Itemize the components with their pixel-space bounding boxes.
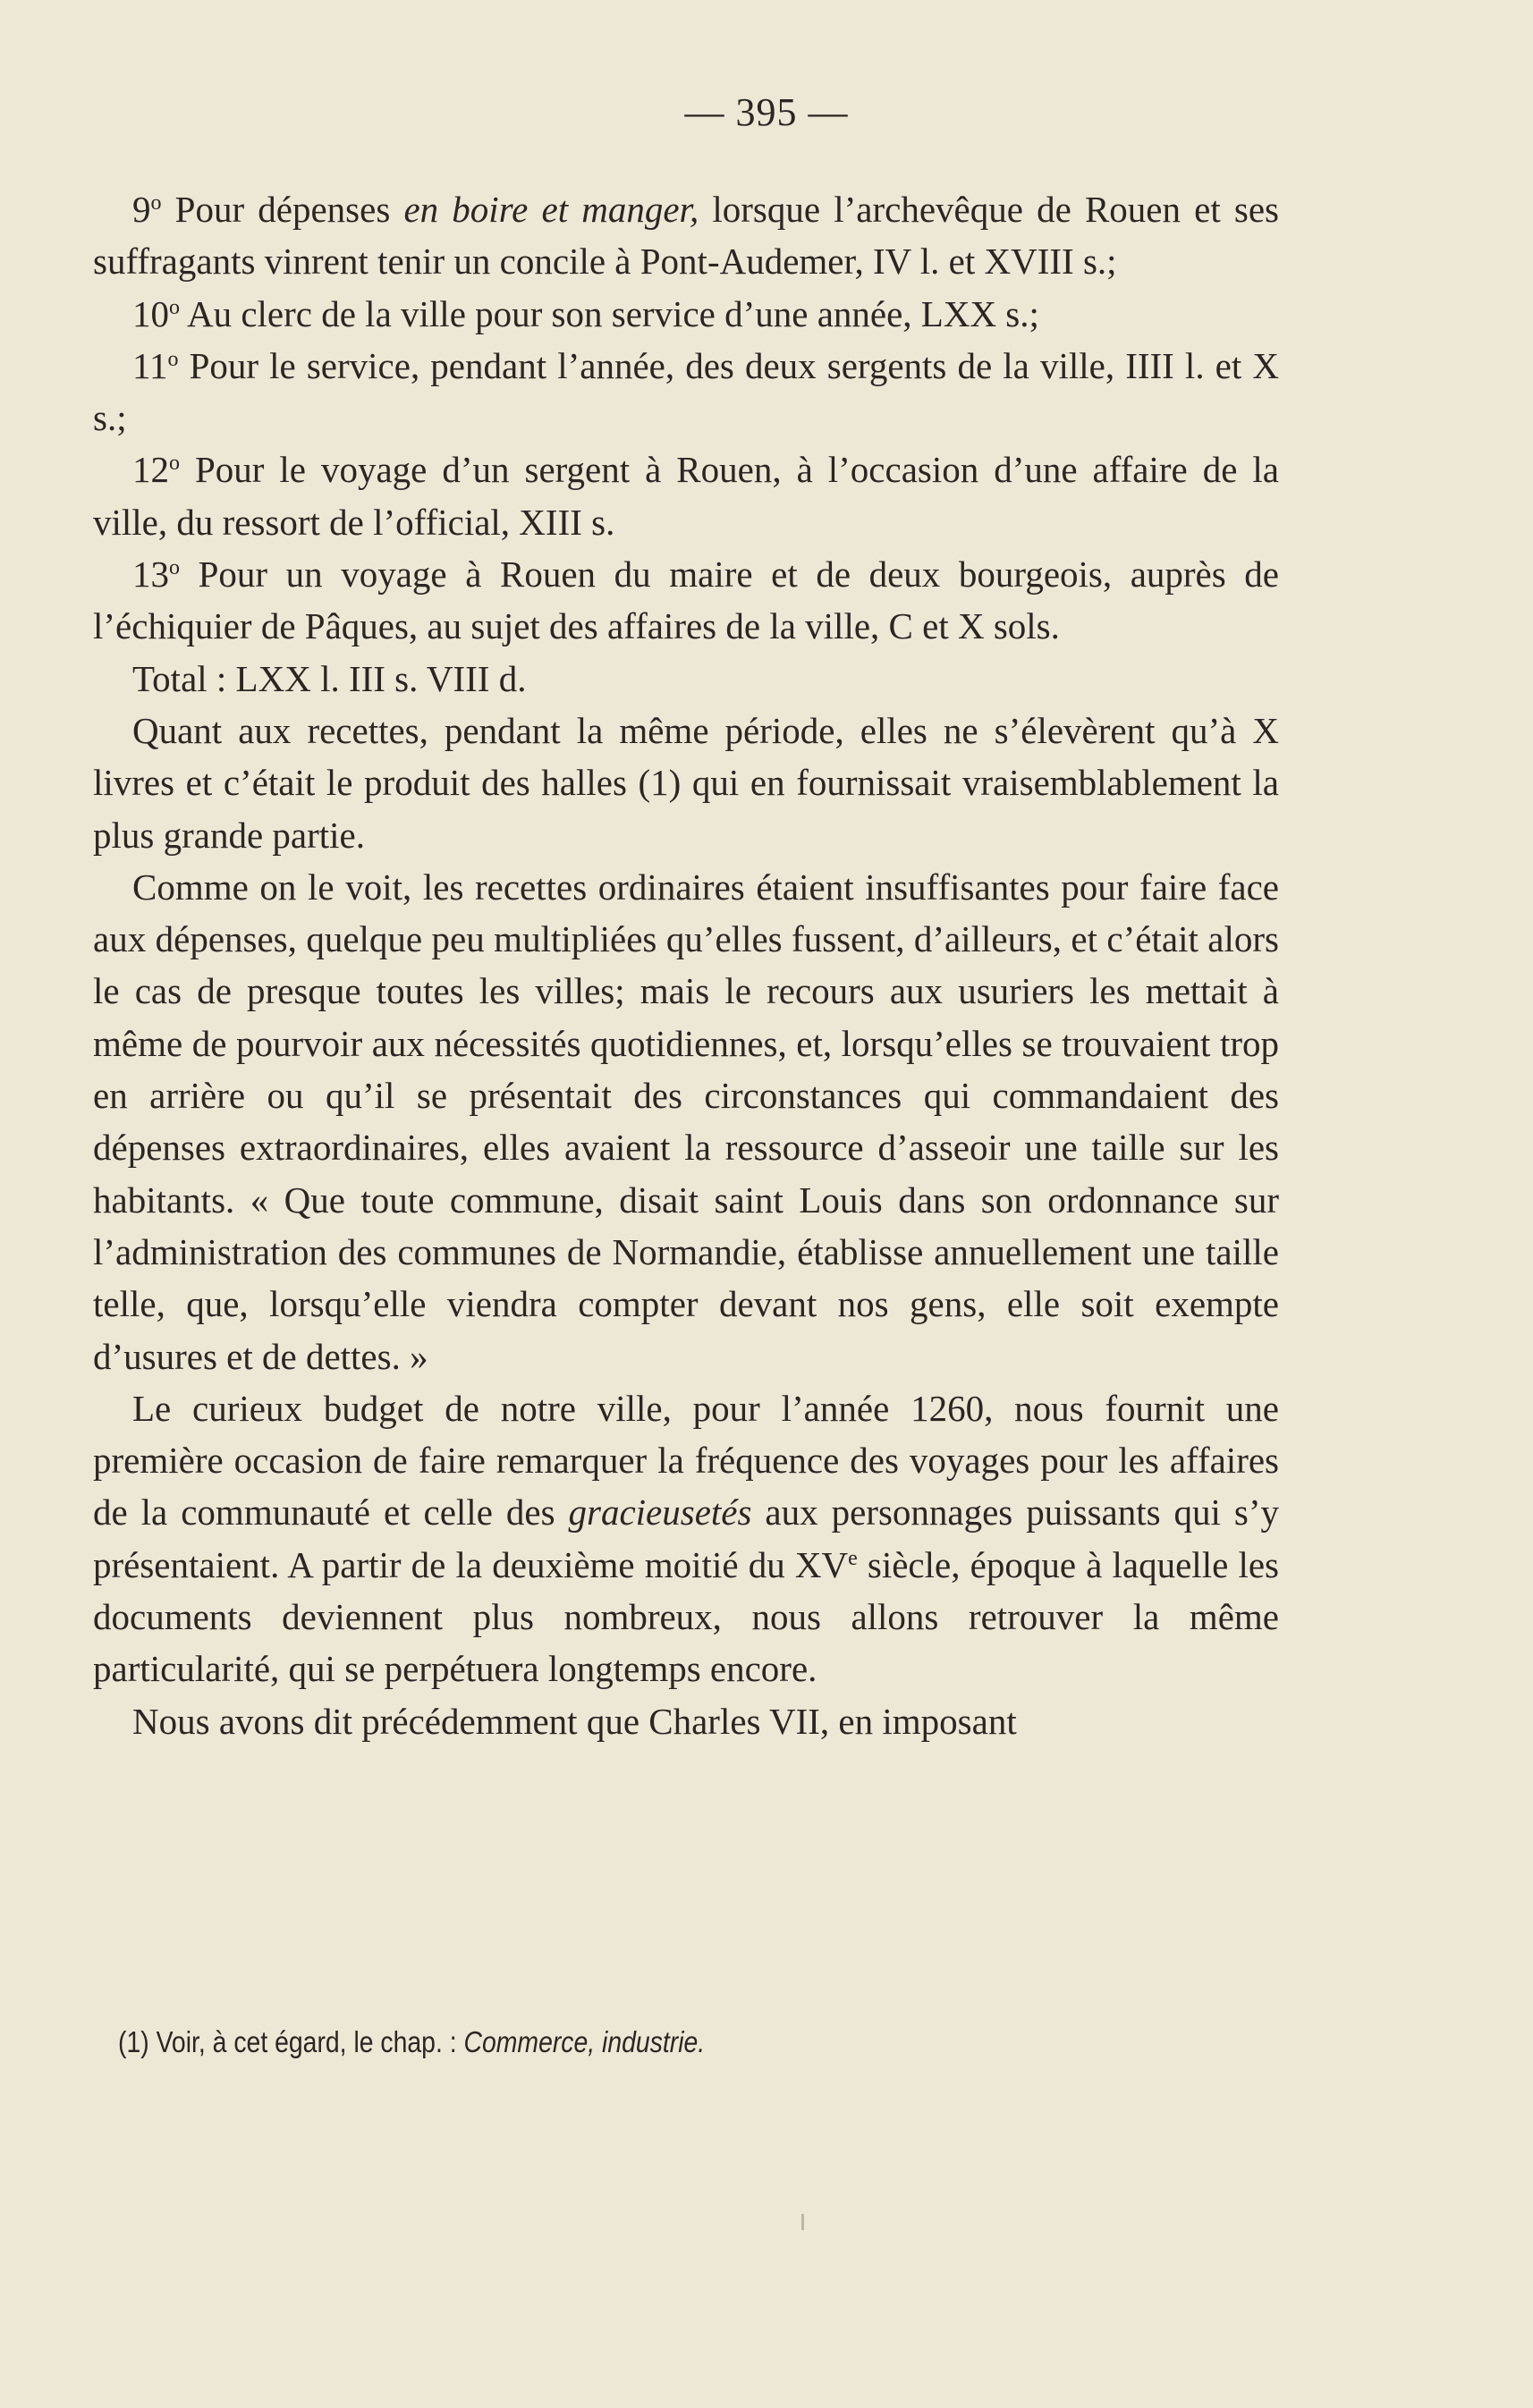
expense-total: Total : LXX l. III s. VIII d. [132,657,527,699]
item-number: 12 [132,449,169,491]
ordinal-mark: o [167,347,179,371]
ordinal-mark: o [169,556,180,580]
item-italic: en boire et manger, [403,189,699,230]
paragraph-comme: Comme on le voit, les recettes ordinaires étaient insuffisantes pour faire face aux dépenses, quelque peu multipliées qu’elles fussent, d’ailleurs, et c’était alors le cas de presque toutes les villes; mais le recours aux usuriers les mettait à même de pourvoir aux nécessités quotidiennes, et, lorsqu’elles se trouvaient trop en arrière ou qu’il se présentait des circonstances qui commandaient des dépenses extraordinaires, elles avaient la ressource d’asseoir une taille sur les habitants. « Que toute commune, disait saint Louis dans son ordonnance sur l’administration des communes de Normandie, établisse annuellement une taille telle, que, lorsqu’elle viendra compter devant nos gens, elle soit exempte d’usures et de dettes. » [93,866,1279,1377]
paragraph-budget [93,1382,1279,1695]
expense-item-12 [93,444,1279,548]
footnote-italic: Commerce, industrie. [463,2025,706,2058]
paragraph-italic: gracieusetés [568,1491,752,1534]
paragraph-text: siècle, époque à laquelle les documents deviennent plus nombreux, nous allons retrouver la même particularité, qui se perpétuera longtemps encore. [93,1543,1279,1690]
item-number: 13 [132,553,169,596]
expense-item-13 [93,548,1279,653]
item-number: 11 [132,344,168,386]
expense-item-11 [93,340,1279,444]
expense-item-9 [93,183,1279,288]
paragraph-text: Le curieux budget de notre ville, pour l’année 1260, nous fournit une première occasion de faire remarquer la fréquence des voyages pour les affaires de la communauté et celle des [93,1387,1279,1534]
item-text: Pour le voyage d’un sergent à Rouen, à l’occasion d’une affaire de la ville, du ressort de l’official, XIII s. [93,449,1279,543]
item-text: lorsque l’archevêque de Rouen et ses suffragants vinrent tenir un concile à Pont-Audemer, IV l. et XVIII s.; [93,189,1280,283]
century-superscript: e [848,1546,858,1570]
body-text [93,183,1279,1747]
paragraph-recettes: Quant aux recettes, pendant la même période, elles ne s’élevèrent qu’à X livres et c’était le produit des halles (1) qui en fournissait vraisemblablement la plus grande partie. [93,709,1279,856]
ordinal-mark: o [169,452,180,476]
item-text: Pour un voyage à Rouen du maire et de deux bourgeois, auprès de l’échiquier de Pâques, au sujet des affaires de la ville, C et X sols. [93,553,1279,647]
expense-item-10 [93,288,1279,340]
ordinal-mark: o [169,295,180,319]
item-number: 10 [132,292,169,334]
footnote [118,2023,1118,2062]
paper-speck [801,2214,804,2230]
item-text: Pour le service, pendant l’année, des deux sergents de la ville, IIII l. et X s.; [93,344,1279,439]
footnote-text: (1) Voir, à cet égard, le chap. : [118,2025,464,2058]
item-number: 9 [132,189,151,230]
item-text: Au clerc de la ville pour son service d’une année, LXX s.; [180,292,1039,334]
item-text: Pour dépenses [161,189,404,230]
paragraph-text: aux personnages puissants qui s’y présentaient. A partir de la deuxième moitié du XV [93,1491,1280,1585]
page-number: — 395 — [684,90,849,134]
paragraph-charles: Nous avons dit précédemment que Charles VII, en imposant [132,1700,1017,1742]
ordinal-mark: o [150,191,162,215]
